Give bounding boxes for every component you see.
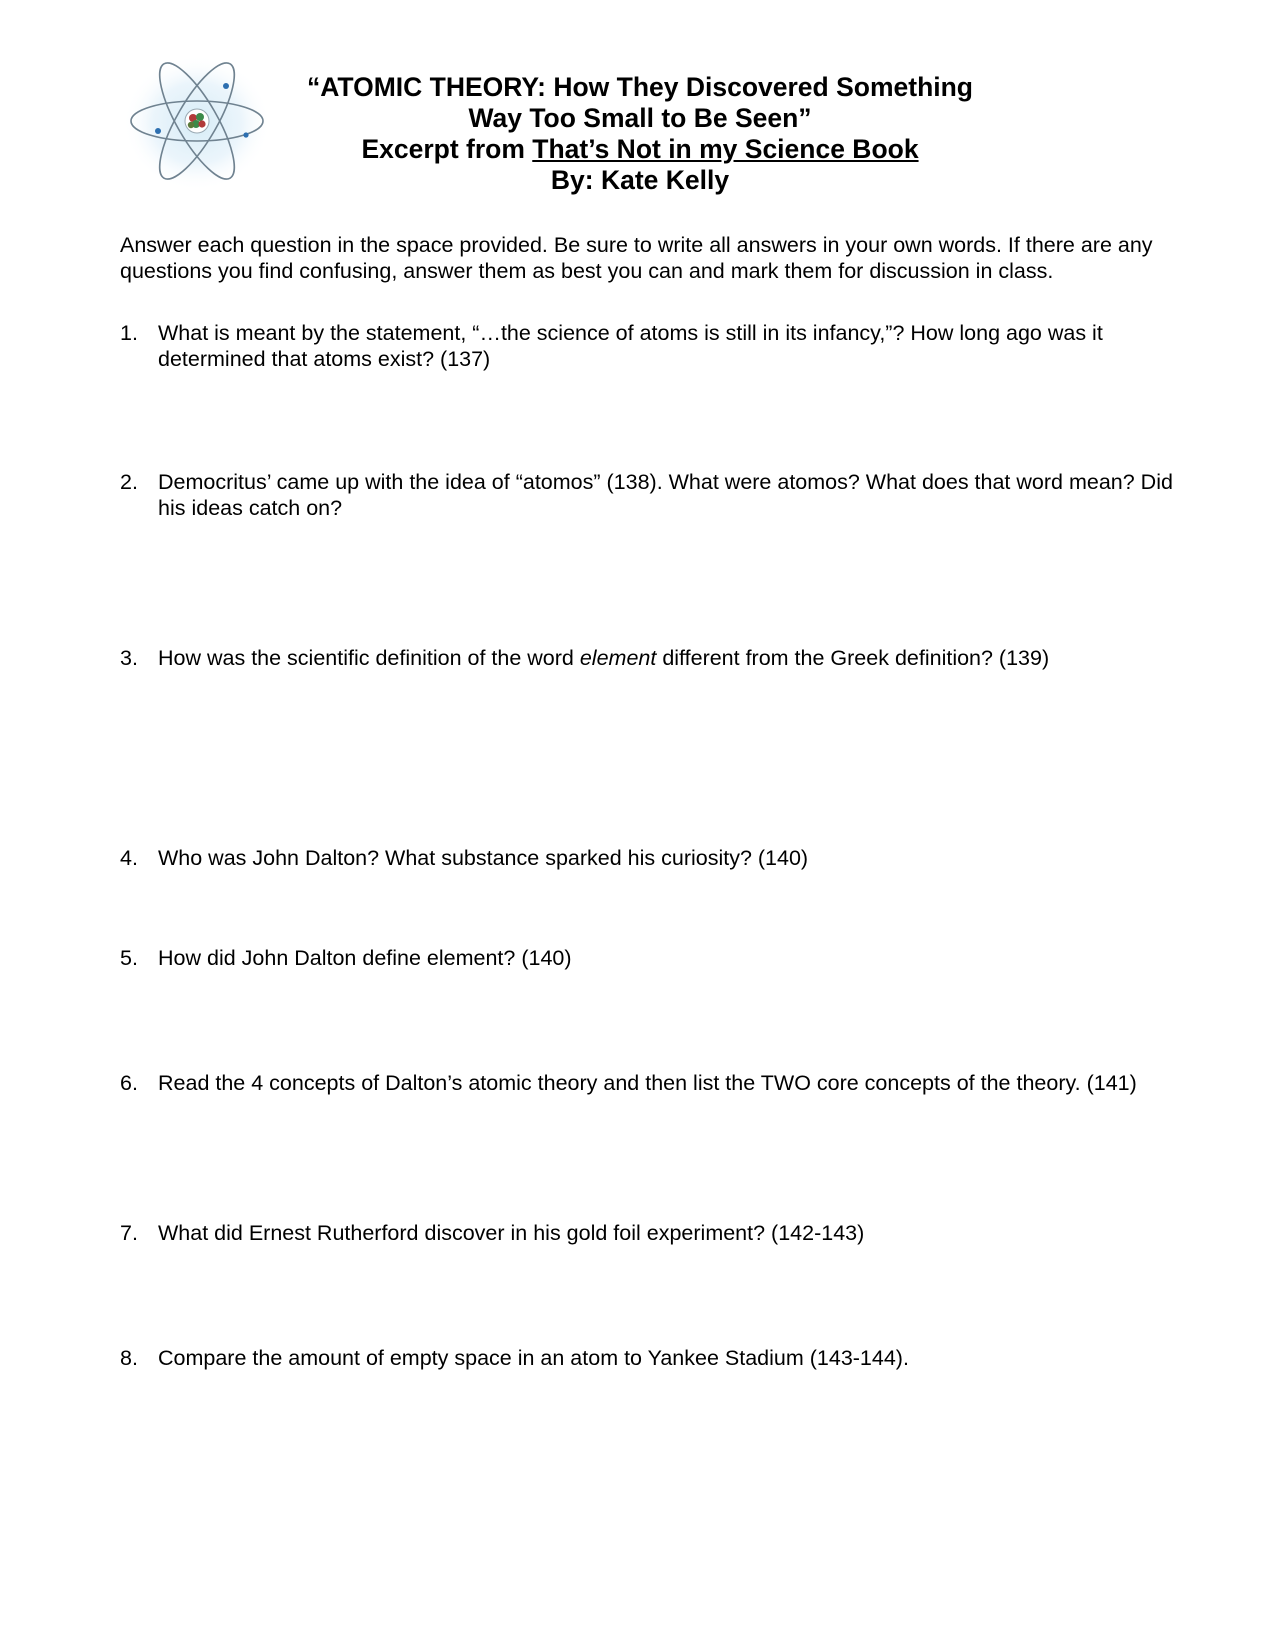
italic-term: element xyxy=(579,646,657,670)
question-7 xyxy=(120,1220,1180,1246)
author-line: By: Kate Kelly xyxy=(550,165,730,195)
question-text-start: How was the scientific definition of the word xyxy=(158,646,580,670)
question-4 xyxy=(120,845,1180,871)
question-number: 1. xyxy=(120,321,138,345)
question-number: 2. xyxy=(120,470,138,494)
question-6 xyxy=(120,1070,1180,1096)
question-text xyxy=(158,645,1180,671)
atom-icon xyxy=(122,55,272,195)
question-5 xyxy=(120,945,1180,971)
title-line-1: “ATOMIC THEORY: How They Discovered Something xyxy=(306,72,973,102)
question-number: 8. xyxy=(120,1346,138,1370)
book-title: That’s Not in my Science Book xyxy=(532,134,919,164)
question-number: 6. xyxy=(120,1071,138,1095)
question-number: 5. xyxy=(120,946,138,970)
title-line-3 xyxy=(270,134,1010,165)
question-number: 7. xyxy=(120,1221,138,1245)
question-text: How did John Dalton define element? (140) xyxy=(158,946,572,970)
question-text-end: different from the Greek definition? (139) xyxy=(656,646,1050,670)
question-text: Who was John Dalton? What substance sparked his curiosity? (140) xyxy=(158,846,809,870)
question-number: 4. xyxy=(120,846,138,870)
title-line-2: Way Too Small to Be Seen” xyxy=(468,103,812,133)
question-text: What did Ernest Rutherford discover in his gold foil experiment? (142-143) xyxy=(158,1221,865,1245)
title-excerpt-prefix: Excerpt from xyxy=(361,134,533,164)
question-2 xyxy=(120,469,1180,521)
question-text: What is meant by the statement, “…the science of atoms is still in its infancy,”? How long ago was it determined that atoms exist? (137) xyxy=(158,321,1103,371)
question-8 xyxy=(120,1345,1180,1371)
question-number: 3. xyxy=(120,646,138,670)
question-text: Democritus’ came up with the idea of “atomos” (138). What were atomos? What does that word mean? Did his ideas catch on? xyxy=(158,470,1173,520)
question-text: Compare the amount of empty space in an atom to Yankee Stadium (143-144). xyxy=(158,1346,909,1370)
question-3 xyxy=(120,645,1180,671)
question-text: Read the 4 concepts of Dalton’s atomic theory and then list the TWO core concepts of the theory. (141) xyxy=(158,1071,1137,1095)
instructions: Answer each question in the space provided. Be sure to write all answers in your own words. If there are any questions you find confusing, answer them as best you can and mark them for discussion in class. xyxy=(120,233,1153,283)
question-1 xyxy=(120,320,1180,372)
document-title xyxy=(270,72,1010,196)
